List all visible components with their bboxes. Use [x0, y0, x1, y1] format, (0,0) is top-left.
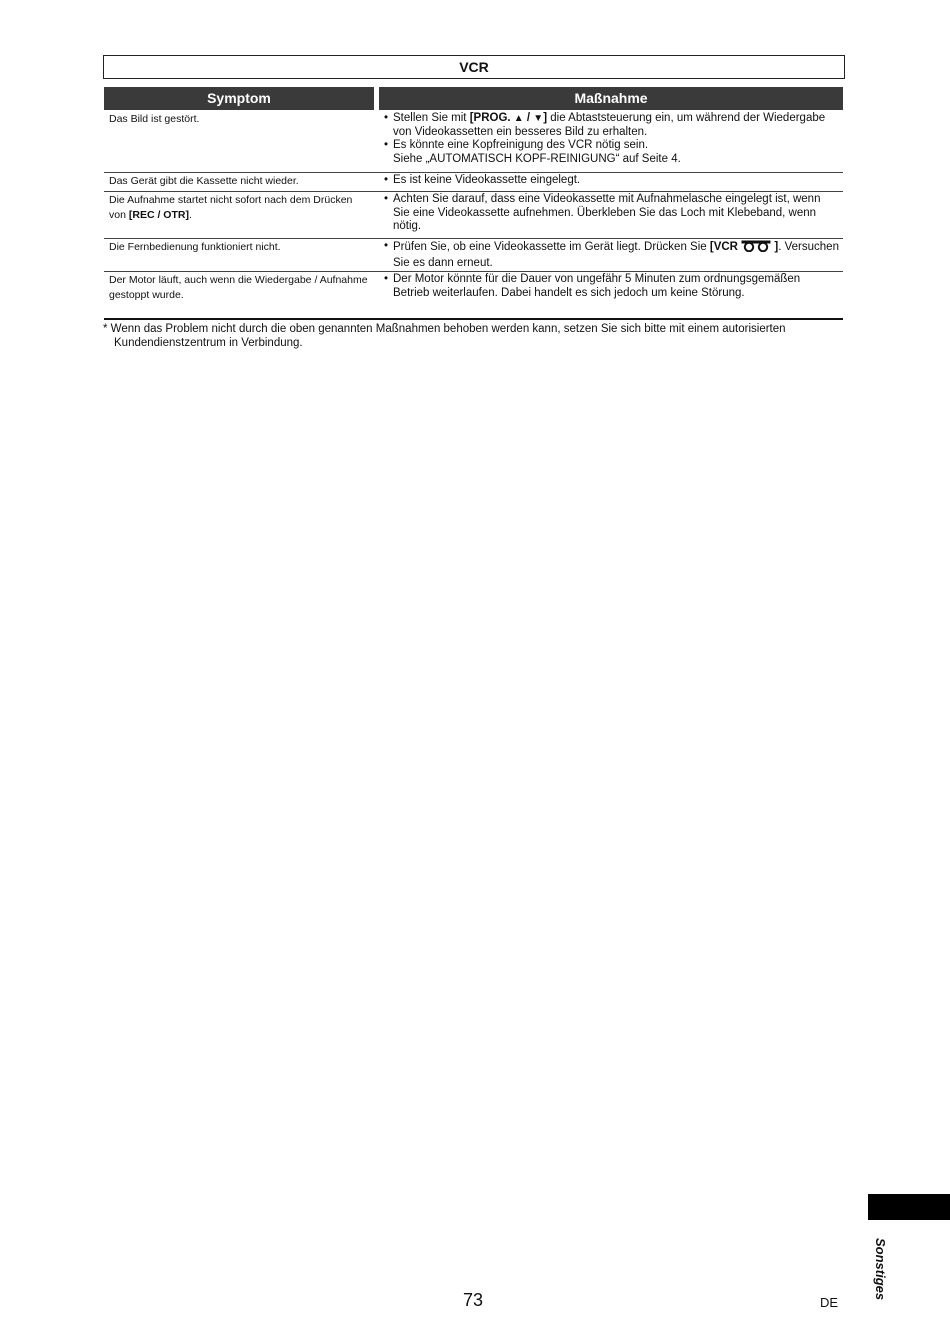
table-row — [104, 271, 843, 318]
header-symptom: Symptom — [104, 87, 374, 110]
symptom-cell: Der Motor läuft, auch wenn die Wiedergabe / Aufnahme gestoppt wurde. — [109, 274, 368, 301]
symptom-cell: Das Bild ist gestört. — [109, 113, 200, 125]
action-item: • Der Motor könnte für die Dauer von ungefähr 5 Minuten zum ordnungsgemäßen Betrieb weiterlaufen. Dabei handelt es sich jedoch um keine Störung. — [384, 273, 839, 300]
symptom-cell: Die Fernbedienung funktioniert nicht. — [109, 241, 281, 253]
action-cell — [384, 112, 839, 166]
side-tab-marker — [868, 1194, 950, 1220]
action-item: • Prüfen Sie, ob eine Videokassette im Gerät liegt. Drücken Sie [VCR ]. Versuchen Sie es dann erneut. — [384, 240, 839, 270]
symptom-cell: Die Aufnahme startet nicht sofort nach dem Drücken von [REC / OTR]. — [109, 194, 353, 221]
action-item: • Es ist keine Videokassette eingelegt. — [384, 174, 839, 188]
header-action: Maßnahme — [379, 87, 843, 110]
symptom-cell: Das Gerät gibt die Kassette nicht wieder. — [109, 175, 299, 187]
table-row — [104, 191, 843, 237]
table-bottom-rule — [104, 318, 843, 320]
triangle-down-icon: ▼ — [533, 113, 544, 124]
page-number: 73 — [462, 1290, 484, 1310]
action-cell — [384, 273, 839, 300]
side-tab-label: Sonstiges — [873, 1238, 888, 1301]
action-item-continuation: Siehe „AUTOMATISCH KOPF-REINIGUNG“ auf Seite 4. — [393, 152, 681, 165]
action-item: • Es könnte eine Kopfreinigung des VCR nötig sein. — [384, 139, 839, 153]
action-item: • Stellen Sie mit [PROG. ▲ / ▼] die Abtaststeuerung ein, um während der Wiedergabe von Videokassetten ein besseres Bild zu erhalten. — [384, 112, 839, 139]
table-row — [104, 110, 843, 170]
table-row — [104, 172, 843, 190]
cassette-icon — [741, 240, 771, 257]
action-cell — [384, 174, 839, 188]
section-title: VCR — [103, 55, 845, 79]
triangle-up-icon: ▲ — [513, 113, 524, 124]
table-row — [104, 238, 843, 270]
language-code: DE — [820, 1295, 839, 1310]
action-cell — [384, 240, 839, 270]
footnote: * Wenn das Problem nicht durch die oben genannten Maßnahmen behoben werden kann, setzen Sie sich bitte mit einem autorisierten Kundendienstzentrum in Verbindung. — [103, 323, 786, 349]
action-item: • Achten Sie darauf, dass eine Videokassette mit Aufnahmelasche eingelegt ist, wenn Sie eine Videokassette aufnehmen. Überkleben Sie das Loch mit Klebeband, wenn nötig. — [384, 193, 839, 234]
action-cell — [384, 193, 839, 234]
